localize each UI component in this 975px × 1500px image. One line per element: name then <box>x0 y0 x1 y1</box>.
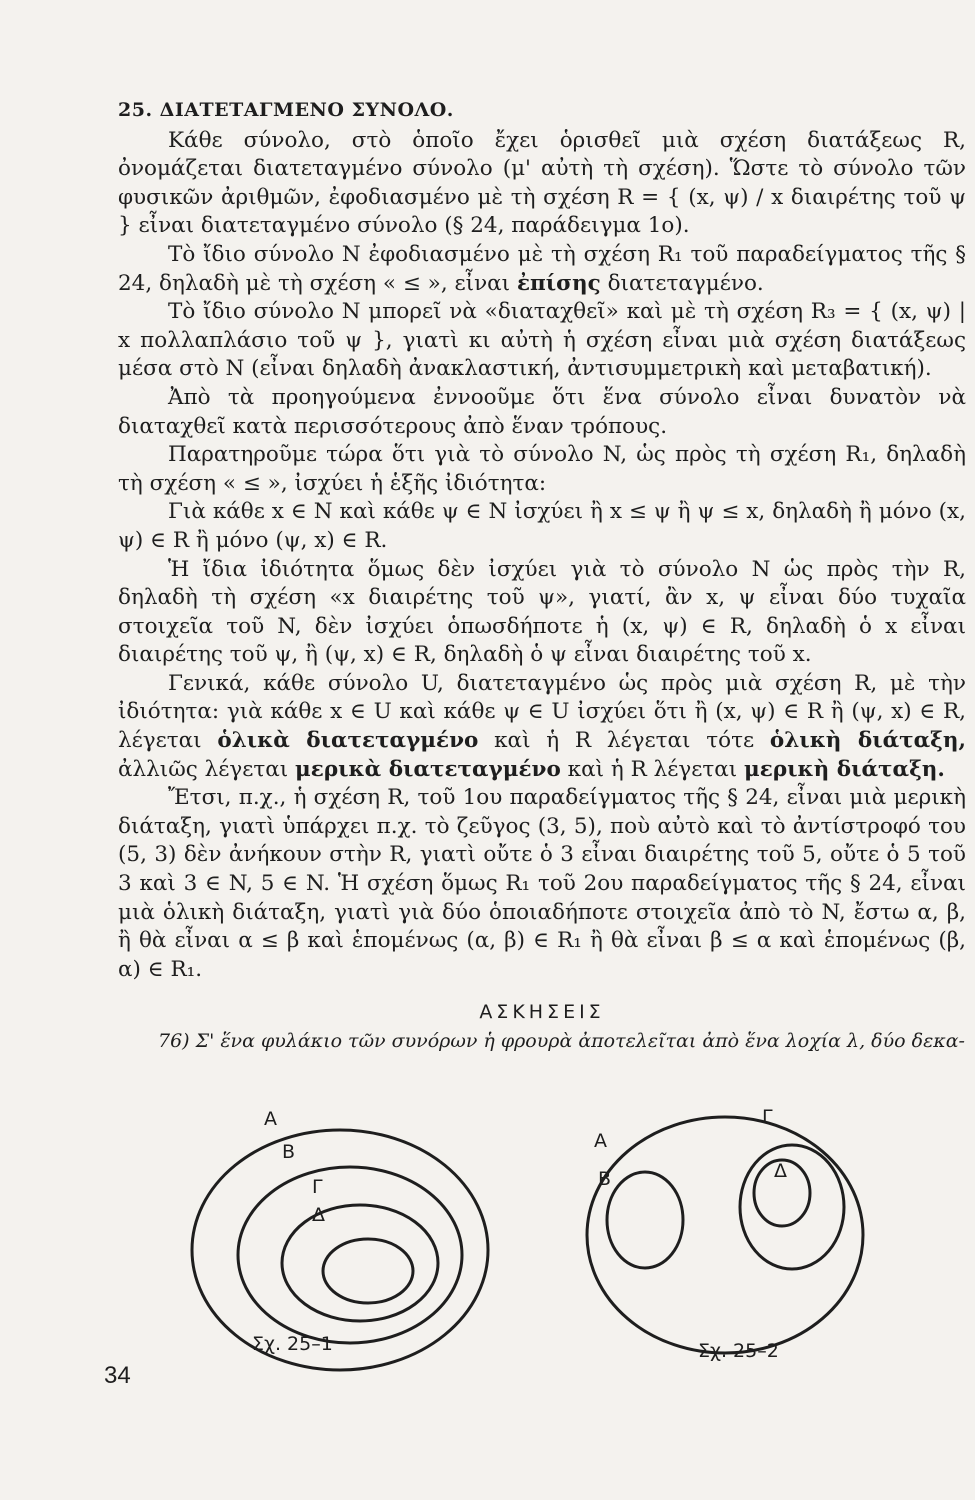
section-heading: 25. ΔΙΑΤΕΤΑΓΜΕΝΟ ΣΥΝΟΛΟ. <box>118 99 454 121</box>
p8-text-c: καὶ ἡ R λέγεται τότε <box>478 728 770 754</box>
paragraph-8 <box>118 670 966 784</box>
paragraph-5: Παρατηροῦμε τώρα ὅτι γιὰ τὸ σύνολο N, ὡς πρὸς τὴ σχέση R₁, δηλαδὴ τὴ σχέση « ≤ », ἰσχύει ἡ ἑξῆς ἰδιότητα: <box>118 442 966 496</box>
paragraph-2-text-c: διατεταγμένο. <box>600 270 764 296</box>
paragraph-2-bold-episis: ἐπίσης <box>516 270 601 296</box>
fig1-caption: Σχ. 25–1 <box>252 1333 333 1355</box>
p8-bold-olika: ὁλικὰ διατεταγμένο <box>217 728 479 754</box>
fig1-set-B <box>238 1167 462 1343</box>
fig1-label-A: A <box>264 1108 277 1130</box>
paragraph-1: Κάθε σύνολο, στὸ ὁποῖο ἔχει ὁρισθεῖ μιὰ σχέση διατάξεως R, ὀνομάζεται διατεταγμένο σύνολο (μ' αὐτὴ τὴ σχέση). Ὥστε τὸ σύνολο τῶν φυσικῶν ἀριθμῶν, ἐφοδιασμένο μὲ τὴ σχέση R = { (x, ψ) / x διαιρέτης τοῦ ψ } εἶναι διατεταγμένο σύνολο (§ 24, παράδειγμα 1ο). <box>118 127 966 239</box>
p8-bold-oliki: ὁλικὴ διάταξη, <box>769 728 967 754</box>
p8-text-g: καὶ ἡ R λέγεται <box>560 756 745 782</box>
exercises-title: ΑΣΚΗΣΕΙΣ <box>479 1001 605 1024</box>
fig1-label-B: B <box>282 1141 296 1163</box>
fig2-label-A: A <box>594 1130 607 1152</box>
figure-25-1 <box>192 1130 488 1370</box>
fig1-label-G: Γ <box>312 1176 323 1198</box>
venn-figures-svg <box>170 1085 970 1395</box>
paragraph-3: Τὸ ἴδιο σύνολο N μπορεῖ νὰ «διαταχθεῖ» καὶ μὲ τὴ σχέση R₃ = { (x, ψ) | x πολλαπλάσιο τοῦ ψ }, γιατὶ κι αὐτὴ ἡ σχέση εἶναι μιὰ σχέση διατάξεως μέσα στὸ N (εἶναι δηλαδὴ ἀνακλαστική, ἀντισυμμετρικὴ καὶ μεταβατική). <box>118 299 966 382</box>
p8-text-a: Γενικά, κάθε σύνολο U, διατεταγμένο ὡς πρὸς μιὰ σχέση R, μὲ τὴν ἰδιότητα: γιὰ κάθε x ∈ U καὶ κάθε ψ ∈ U ἰσχύει ὅτι ἢ (x, ψ) ∈ R ἢ (ψ, x) ∈ R, λέγεται <box>118 670 966 754</box>
p8-bold-meriki: μερικὴ διάταξη. <box>744 756 945 782</box>
paragraph-7: Ἡ ἴδια ἰδιότητα ὅμως δὲν ἰσχύει γιὰ τὸ σύνολο N ὡς πρὸς τὴν R, δηλαδὴ τὴ σχέση «x διαιρέτης τοῦ ψ», γιατί, ἂν x, ψ εἶναι δύο τυχαῖα στοιχεῖα τοῦ N, δὲν ἰσχύει ὁπωσδήποτε ἡ (x, ψ) ∈ R, δηλαδὴ ὁ x εἶναι διαιρέτης τοῦ ψ, ἢ (ψ, x) ∈ R, δηλαδὴ ὁ ψ εἶναι διαιρέτης τοῦ x. <box>118 556 966 668</box>
fig2-set-B <box>607 1172 683 1268</box>
p8-text-e: ἀλλιῶς λέγεται <box>118 756 296 782</box>
fig2-set-A <box>587 1117 863 1353</box>
figure-25-2 <box>587 1117 863 1353</box>
p8-bold-merika: μερικὰ διατεταγμένο <box>295 756 561 782</box>
text-column <box>118 96 966 1056</box>
fig1-set-D <box>323 1239 413 1303</box>
paragraph-2-text-a: Τὸ ἴδιο σύνολο N ἐφοδιασμένο μὲ τὴ σχέση R₁ τοῦ παραδείγματος τῆς § 24, δηλαδὴ μὲ τὴ σχέση « ≤ », εἶναι <box>118 241 966 296</box>
exercise-76: 76) Σ' ἕνα φυλάκιο τῶν συνόρων ἡ φρουρὰ ἀποτελεῖται ἀπὸ ἕνα λοχία λ, δύο δεκα- <box>158 1030 965 1052</box>
fig2-label-G: Γ <box>762 1106 773 1128</box>
fig2-label-D: Δ <box>774 1160 787 1182</box>
paragraph-9: Ἔτσι, π.χ., ἡ σχέση R, τοῦ 1ου παραδείγματος τῆς § 24, εἶναι μιὰ μερικὴ διάταξη, γιατὶ ὑπάρχει π.χ. τὸ ζεῦγος (3, 5), ποὺ αὐτὸ καὶ τὸ ἀντίστροφό του (5, 3) δὲν ἀνήκουν στὴν R, γιατὶ οὔτε ὁ 3 εἶναι διαιρέτης τοῦ 5, οὔτε ὁ 5 τοῦ 3 καὶ 3 ∈ N, 5 ∈ N. Ἡ σχέση ὅμως R₁ τοῦ 2ου παραδείγματος τῆς § 24, εἶναι μιὰ ὁλικὴ διάταξη, γιατὶ γιὰ δύο ὁποιαδήποτε στοιχεῖα ἀπὸ τὸ N, ἔστω α, β, ἢ θὰ εἶναι α ≤ β καὶ ἑπομένως (α, β) ∈ R₁ ἢ θὰ εἶναι β ≤ α καὶ ἑπομένως (β, α) ∈ R₁. <box>118 785 966 982</box>
figures <box>170 1085 970 1395</box>
fig1-label-D: Δ <box>312 1204 325 1226</box>
paragraph-6: Γιὰ κάθε x ∈ N καὶ κάθε ψ ∈ N ἰσχύει ἢ x ≤ ψ ἢ ψ ≤ x, δηλαδὴ ἢ μόνο (x, ψ) ∈ R ἢ μόνο (ψ, x) ∈ R. <box>118 499 966 553</box>
paragraph-2 <box>118 241 966 298</box>
fig2-label-B: B <box>598 1168 612 1190</box>
paragraph-4: Ἀπὸ τὰ προηγούμενα ἐννοοῦμε ὅτι ἕνα σύνολο εἶναι δυνατὸν νὰ διαταχθεῖ κατὰ περισσότερους ἀπὸ ἕναν τρόπους. <box>118 384 966 439</box>
fig2-caption: Σχ. 25–2 <box>698 1340 779 1362</box>
page-number: 34 <box>104 1362 131 1389</box>
